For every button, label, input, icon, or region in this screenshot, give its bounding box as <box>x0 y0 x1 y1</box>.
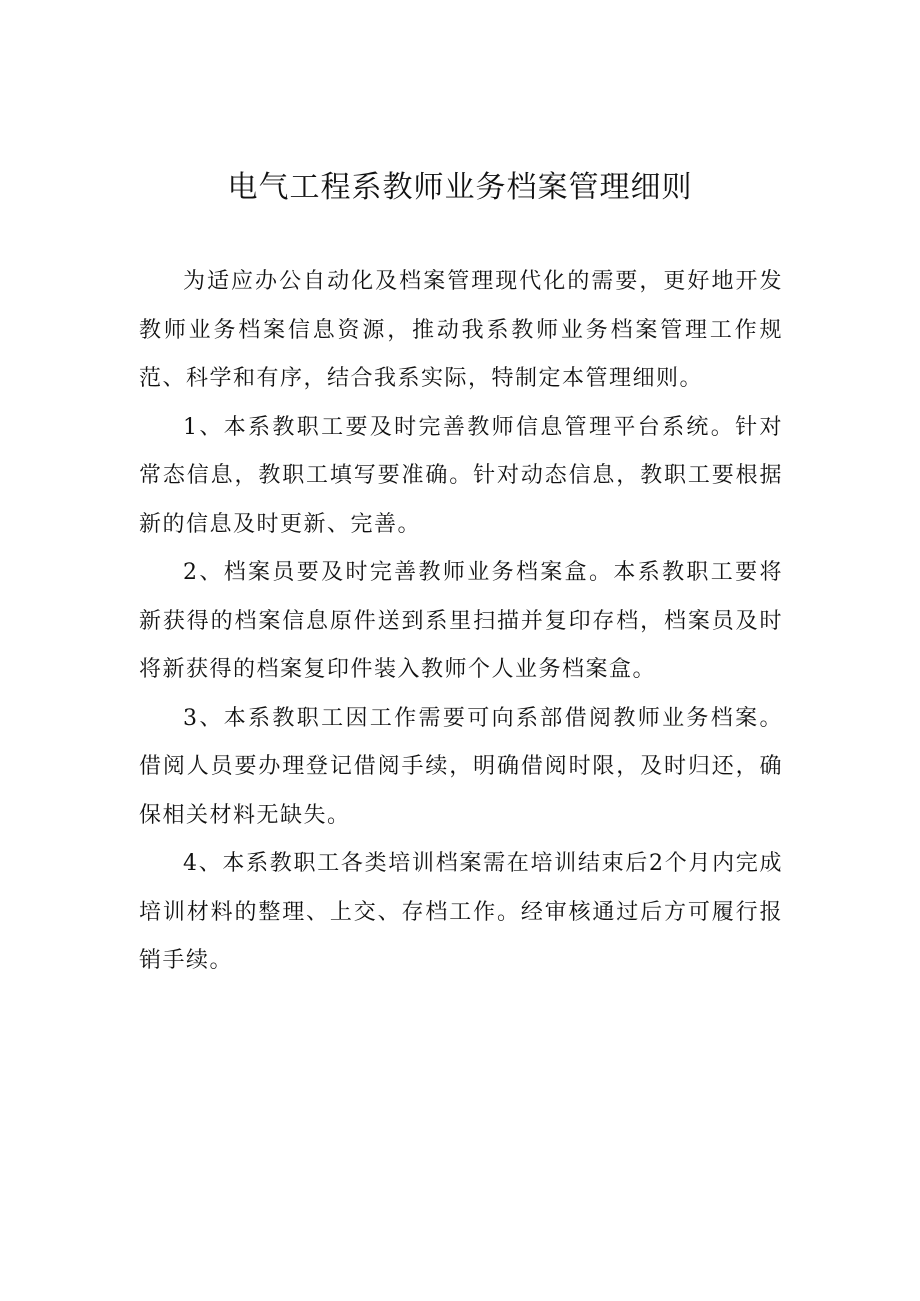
clause-4-paragraph: 4、本系教职工各类培训档案需在培训结束后2个月内完成培训材料的整理、上交、存档工作。经审核通过后方可履行报销手续。 <box>139 851 783 973</box>
clause-3-paragraph: 3、本系教职工因工作需要可向系部借阅教师业务档案。借阅人员要办理登记借阅手续，明确借阅时限，及时归还，确保相关材料无缺失。 <box>139 705 783 828</box>
clause-1-paragraph: 1、本系教职工要及时完善教师信息管理平台系统。针对常态信息，教职工填写要准确。针对动态信息，教职工要根据新的信息及时更新、完善。 <box>139 414 783 537</box>
document-title: 电气工程系教师业务档案管理细则 <box>227 170 693 205</box>
intro-paragraph: 为适应办公自动化及档案管理现代化的需要，更好地开发教师业务档案信息资源，推动我系教师业务档案管理工作规范、科学和有序，结合我系实际，特制定本管理细则。 <box>139 269 783 391</box>
clause-2-paragraph: 2、档案员要及时完善教师业务档案盒。本系教职工要将新获得的档案信息原件送到系里扫描并复印存档，档案员及时将新获得的档案复印件装入教师个人业务档案盒。 <box>139 560 783 682</box>
document-body <box>139 258 783 986</box>
